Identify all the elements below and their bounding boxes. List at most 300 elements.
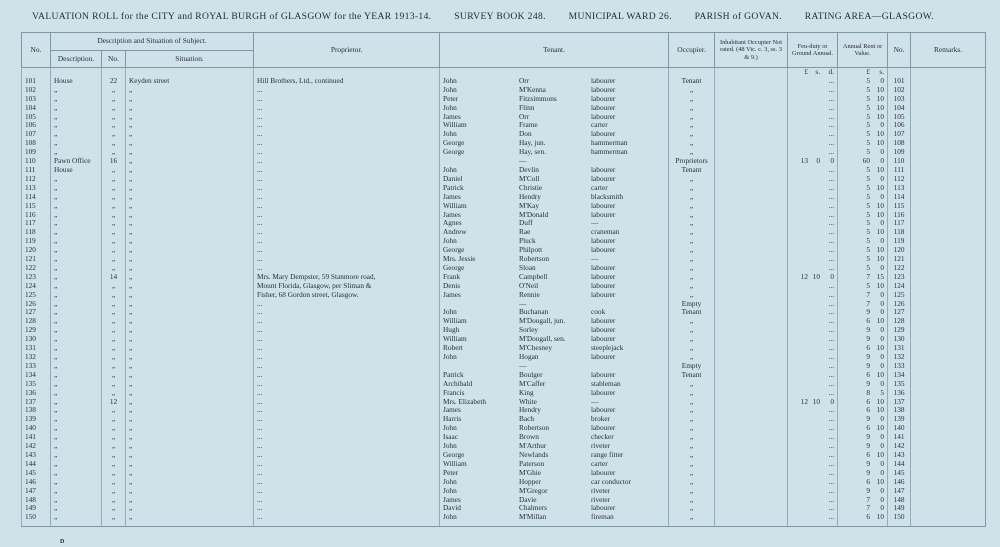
remarks-cell bbox=[911, 300, 986, 309]
feu-pence bbox=[815, 362, 828, 371]
feu-shillings bbox=[804, 237, 815, 246]
occupier-cell: „ bbox=[669, 130, 715, 139]
proprietor-cell: ... bbox=[254, 139, 440, 148]
street-number-cell: „ bbox=[102, 237, 126, 246]
feu-duty-cell bbox=[788, 148, 838, 157]
feu-dots: ... bbox=[828, 459, 835, 468]
occupier-cell: „ bbox=[669, 255, 715, 264]
inhabitant-occupier-cell bbox=[715, 353, 788, 362]
tenant-surname: Devlin bbox=[519, 165, 539, 174]
inhabitant-occupier-cell bbox=[715, 335, 788, 344]
feu-shillings bbox=[804, 175, 815, 184]
tenant-surname: — bbox=[519, 157, 527, 166]
table-row bbox=[22, 246, 986, 255]
tenant-surname: Paterson bbox=[519, 459, 545, 468]
occupier-cell: „ bbox=[669, 513, 715, 527]
tenant-cell bbox=[440, 406, 669, 415]
entry-number-right: 128 bbox=[888, 317, 911, 326]
street-number-cell: „ bbox=[102, 291, 126, 300]
inhabitant-occupier-cell bbox=[715, 148, 788, 157]
tenant-cell bbox=[440, 157, 669, 166]
entry-number: 141 bbox=[22, 433, 51, 442]
tenant-first-name: John bbox=[443, 165, 457, 174]
header-proprietor: Proprietor. bbox=[254, 33, 440, 68]
entry-number: 126 bbox=[22, 300, 51, 309]
annual-rent-cell bbox=[838, 202, 888, 211]
remarks-cell bbox=[911, 228, 986, 237]
feu-pounds bbox=[791, 326, 804, 335]
feu-pounds: 12 bbox=[800, 397, 809, 406]
entry-number: 146 bbox=[22, 478, 51, 487]
feu-dots: ... bbox=[828, 450, 835, 459]
entry-number-right: 146 bbox=[888, 478, 911, 487]
feu-duty-cell bbox=[788, 104, 838, 113]
feu-shillings bbox=[804, 264, 815, 273]
occupier-cell: „ bbox=[669, 469, 715, 478]
tenant-cell bbox=[440, 389, 669, 398]
tenant-surname: M'Kay bbox=[519, 201, 539, 210]
tenant-occupation: riveter bbox=[591, 442, 611, 451]
feu-pounds bbox=[791, 308, 804, 317]
feu-dots: ... bbox=[828, 174, 835, 183]
feu-pence bbox=[815, 104, 828, 113]
header-occupier: Occupier. bbox=[669, 33, 715, 68]
street-number-cell: „ bbox=[102, 442, 126, 451]
header-description-group: Description and Situation of Subject. bbox=[51, 33, 254, 51]
tenant-occupation: checker bbox=[591, 433, 614, 442]
tenant-cell bbox=[440, 246, 669, 255]
tenant-occupation: labourer bbox=[591, 468, 616, 477]
remarks-cell bbox=[911, 398, 986, 407]
rent-pounds: 5 bbox=[866, 210, 871, 219]
rent-pounds: 9 bbox=[866, 459, 871, 468]
annual-rent-cell bbox=[838, 273, 888, 282]
rent-shillings: 10 bbox=[876, 450, 885, 459]
rent-shillings: 0 bbox=[880, 361, 885, 370]
description-cell: „ bbox=[51, 460, 102, 469]
entry-number-right: 122 bbox=[888, 264, 911, 273]
feu-pence bbox=[815, 148, 828, 157]
feu-shillings bbox=[804, 166, 815, 175]
tenant-surname: Newlands bbox=[519, 450, 549, 459]
annual-rent-cell bbox=[838, 148, 888, 157]
tenant-first-name: James bbox=[443, 495, 461, 504]
feu-pounds bbox=[791, 237, 804, 246]
tenant-occupation: riveter bbox=[591, 486, 611, 495]
description-cell: „ bbox=[51, 504, 102, 513]
situation-cell: „ bbox=[126, 264, 254, 273]
header-no-right: No. bbox=[888, 33, 911, 68]
inhabitant-occupier-cell bbox=[715, 86, 788, 95]
remarks-cell bbox=[911, 317, 986, 326]
feu-pounds bbox=[791, 184, 804, 193]
feu-shillings bbox=[804, 496, 815, 505]
rent-pounds: 5 bbox=[866, 183, 871, 192]
tenant-first-name: William bbox=[443, 317, 467, 326]
tenant-occupation: labourer bbox=[591, 76, 616, 85]
annual-rent-cell bbox=[838, 469, 888, 478]
entry-number-right: 135 bbox=[888, 380, 911, 389]
entry-number: 111 bbox=[22, 166, 51, 175]
feu-pounds bbox=[791, 424, 804, 433]
inhabitant-occupier-cell bbox=[715, 95, 788, 104]
rent-pounds: 9 bbox=[866, 468, 871, 477]
annual-rent-cell bbox=[838, 166, 888, 175]
feu-pounds bbox=[791, 202, 804, 211]
rent-pounds: 5 bbox=[866, 174, 871, 183]
street-number-cell: „ bbox=[102, 487, 126, 496]
inhabitant-occupier-cell bbox=[715, 139, 788, 148]
feu-dots: ... bbox=[828, 192, 835, 201]
remarks-cell bbox=[911, 415, 986, 424]
street-number-cell: „ bbox=[102, 496, 126, 505]
occupier-cell: „ bbox=[669, 344, 715, 353]
rent-pounds: 5 bbox=[866, 130, 871, 139]
entry-number: 106 bbox=[22, 121, 51, 130]
rating-area: RATING AREA—GLASGOW. bbox=[804, 11, 935, 22]
description-cell: „ bbox=[51, 202, 102, 211]
inhabitant-occupier-cell bbox=[715, 291, 788, 300]
occupier-cell: „ bbox=[669, 282, 715, 291]
proprietor-cell: ... bbox=[254, 424, 440, 433]
table-row bbox=[22, 496, 986, 505]
annual-rent-cell bbox=[838, 219, 888, 228]
remarks-cell bbox=[911, 460, 986, 469]
occupier-cell: „ bbox=[669, 264, 715, 273]
feu-duty-cell bbox=[788, 415, 838, 424]
situation-cell: „ bbox=[126, 469, 254, 478]
description-cell: „ bbox=[51, 406, 102, 415]
street-number-cell: „ bbox=[102, 380, 126, 389]
feu-pence bbox=[815, 219, 828, 228]
proprietor-cell: ... bbox=[254, 211, 440, 220]
tenant-occupation: carter bbox=[591, 459, 608, 468]
tenant-surname: Orr bbox=[519, 76, 530, 85]
feu-shillings: 10 bbox=[812, 397, 821, 406]
occupier-cell: Tenant bbox=[669, 371, 715, 380]
situation-cell: „ bbox=[126, 130, 254, 139]
situation-cell: „ bbox=[126, 193, 254, 202]
survey-book: SURVEY BOOK 248. bbox=[454, 11, 546, 22]
tenant-cell bbox=[440, 487, 669, 496]
tenant-surname: Bach bbox=[519, 415, 535, 424]
rent-pounds: 9 bbox=[866, 353, 871, 361]
remarks-cell bbox=[911, 504, 986, 513]
inhabitant-occupier-cell bbox=[715, 504, 788, 513]
tenant-cell bbox=[440, 362, 669, 371]
entry-number-right: 134 bbox=[888, 371, 911, 380]
occupier-cell: Empty bbox=[669, 300, 715, 309]
table-row bbox=[22, 166, 986, 175]
inhabitant-occupier-cell bbox=[715, 104, 788, 113]
feu-pence bbox=[815, 424, 828, 433]
tenant-first-name bbox=[443, 300, 519, 309]
tenant-cell bbox=[440, 264, 669, 273]
tenant-occupation: fireman bbox=[591, 513, 614, 522]
tenant-cell bbox=[440, 130, 669, 139]
feu-shillings: 10 bbox=[812, 272, 821, 281]
feu-duty-cell bbox=[788, 282, 838, 291]
table-row bbox=[22, 478, 986, 487]
table-row bbox=[22, 104, 986, 113]
tenant-first-name: John bbox=[443, 130, 457, 139]
feu-dots: ... bbox=[828, 103, 835, 112]
feu-duty-cell bbox=[788, 344, 838, 353]
tenant-first-name: James bbox=[443, 210, 461, 219]
occupier-cell: „ bbox=[669, 193, 715, 202]
feu-pounds bbox=[791, 139, 804, 148]
table-row bbox=[22, 513, 986, 527]
feu-dots: ... bbox=[828, 210, 835, 219]
table-row bbox=[22, 113, 986, 122]
table-row bbox=[22, 95, 986, 104]
tenant-occupation: labourer bbox=[591, 130, 616, 139]
feu-duty-cell bbox=[788, 496, 838, 505]
situation-cell: „ bbox=[126, 86, 254, 95]
feu-duty-cell bbox=[788, 406, 838, 415]
feu-dots: ... bbox=[828, 76, 835, 85]
situation-cell: „ bbox=[126, 451, 254, 460]
description-cell: „ bbox=[51, 424, 102, 433]
annual-rent-cell bbox=[838, 460, 888, 469]
occupier-cell: Tenant bbox=[669, 166, 715, 175]
rent-shillings: 0 bbox=[880, 290, 885, 299]
rent-shillings: 0 bbox=[880, 415, 885, 424]
tenant-cell bbox=[440, 433, 669, 442]
feu-pence: 0 bbox=[830, 397, 835, 406]
description-cell: „ bbox=[51, 300, 102, 309]
feu-pounds bbox=[791, 219, 804, 228]
inhabitant-occupier-cell bbox=[715, 273, 788, 282]
rent-shillings: 10 bbox=[876, 85, 885, 94]
tenant-occupation: — bbox=[591, 255, 599, 264]
tenant-surname: Pluck bbox=[519, 237, 536, 246]
description-cell: „ bbox=[51, 273, 102, 282]
entry-number-right: 133 bbox=[888, 362, 911, 371]
description-cell: „ bbox=[51, 344, 102, 353]
feu-shillings bbox=[804, 300, 815, 309]
tenant-cell bbox=[440, 513, 669, 527]
feu-pence bbox=[815, 95, 828, 104]
feu-pence bbox=[815, 300, 828, 309]
remarks-cell bbox=[911, 130, 986, 139]
inhabitant-occupier-cell bbox=[715, 184, 788, 193]
feu-pence bbox=[815, 442, 828, 451]
table-row bbox=[22, 237, 986, 246]
feu-pence bbox=[815, 166, 828, 175]
description-cell: House bbox=[51, 77, 102, 86]
rent-shillings: 10 bbox=[876, 281, 885, 290]
tenant-first-name: James bbox=[443, 112, 461, 121]
situation-cell: „ bbox=[126, 487, 254, 496]
feu-shillings bbox=[804, 130, 815, 139]
proprietor-cell: ... bbox=[254, 300, 440, 309]
feu-pounds bbox=[791, 504, 804, 513]
feu-pence bbox=[815, 504, 828, 513]
feu-pence bbox=[815, 380, 828, 389]
entry-number-right: 119 bbox=[888, 237, 911, 246]
feu-duty-cell bbox=[788, 469, 838, 478]
feu-duty-cell bbox=[788, 166, 838, 175]
table-row bbox=[22, 433, 986, 442]
entry-number-right: 112 bbox=[888, 175, 911, 184]
description-cell: „ bbox=[51, 130, 102, 139]
street-number-cell: „ bbox=[102, 175, 126, 184]
tenant-cell bbox=[440, 104, 669, 113]
tenant-surname: M'Dougall, jun. bbox=[519, 317, 566, 326]
entry-number: 117 bbox=[22, 219, 51, 228]
situation-cell: „ bbox=[126, 308, 254, 317]
tenant-first-name: John bbox=[443, 76, 457, 85]
annual-rent-cell bbox=[838, 424, 888, 433]
tenant-occupation bbox=[591, 300, 665, 309]
tenant-occupation: labourer bbox=[591, 326, 616, 335]
feu-pounds bbox=[791, 166, 804, 175]
feu-shillings: 0 bbox=[816, 157, 821, 166]
feu-dots: ... bbox=[828, 495, 835, 504]
rent-shillings: 10 bbox=[876, 477, 885, 486]
roll-title: VALUATION ROLL for the CITY and ROYAL BURGH of GLASGOW for the YEAR 1913-14. bbox=[32, 11, 432, 22]
description-cell: „ bbox=[51, 389, 102, 398]
situation-cell: „ bbox=[126, 273, 254, 282]
occupier-cell: „ bbox=[669, 237, 715, 246]
description-cell: „ bbox=[51, 255, 102, 264]
feu-shillings bbox=[804, 371, 815, 380]
inhabitant-occupier-cell bbox=[715, 246, 788, 255]
inhabitant-occupier-cell bbox=[715, 362, 788, 371]
feu-dots: ... bbox=[828, 379, 835, 388]
rent-shillings: 10 bbox=[876, 94, 885, 103]
rent-shillings: 0 bbox=[880, 468, 885, 477]
situation-cell: „ bbox=[126, 496, 254, 505]
annual-rent-cell bbox=[838, 113, 888, 122]
tenant-surname: Rae bbox=[519, 228, 531, 237]
situation-cell: „ bbox=[126, 389, 254, 398]
entry-number: 149 bbox=[22, 504, 51, 513]
rent-shillings: 10 bbox=[876, 112, 885, 121]
tenant-surname: — bbox=[519, 361, 527, 370]
inhabitant-occupier-cell bbox=[715, 237, 788, 246]
occupier-cell: „ bbox=[669, 424, 715, 433]
feu-shillings bbox=[804, 148, 815, 157]
tenant-occupation: — bbox=[591, 219, 599, 228]
header-annual-rent: Annual Rent or Value. bbox=[838, 33, 888, 68]
occupier-cell: „ bbox=[669, 228, 715, 237]
proprietor-cell: ... bbox=[254, 344, 440, 353]
footer-signature-mark: D bbox=[60, 539, 65, 545]
rent-pounds: 5 bbox=[866, 219, 871, 228]
entry-number-right: 147 bbox=[888, 487, 911, 496]
rent-shillings: 10 bbox=[876, 103, 885, 112]
tenant-surname: — bbox=[519, 299, 527, 308]
feu-dots: ... bbox=[828, 112, 835, 121]
feu-duty-cell bbox=[788, 513, 838, 527]
proprietor-cell: ... bbox=[254, 148, 440, 157]
entry-number: 138 bbox=[22, 406, 51, 415]
tenant-occupation: labourer bbox=[591, 317, 616, 326]
tenant-cell bbox=[440, 326, 669, 335]
table-row bbox=[22, 175, 986, 184]
street-number-cell: 12 bbox=[102, 398, 126, 407]
entry-number-right: 140 bbox=[888, 424, 911, 433]
feu-dots: ... bbox=[828, 201, 835, 210]
feu-pence bbox=[815, 478, 828, 487]
inhabitant-occupier-cell bbox=[715, 442, 788, 451]
proprietor-cell: ... bbox=[254, 175, 440, 184]
entry-number-right: 141 bbox=[888, 433, 911, 442]
tenant-occupation: range fitter bbox=[591, 450, 624, 459]
proprietor-cell: ... bbox=[254, 95, 440, 104]
rent-shillings: 15 bbox=[876, 272, 885, 281]
remarks-cell bbox=[911, 202, 986, 211]
entry-number: 103 bbox=[22, 95, 51, 104]
description-cell: „ bbox=[51, 478, 102, 487]
situation-cell: „ bbox=[126, 184, 254, 193]
feu-duty-cell bbox=[788, 202, 838, 211]
street-number-cell: „ bbox=[102, 219, 126, 228]
inhabitant-occupier-cell bbox=[715, 282, 788, 291]
entry-number: 119 bbox=[22, 237, 51, 246]
situation-cell: Keyden street bbox=[126, 77, 254, 86]
proprietor-cell: ... bbox=[254, 504, 440, 513]
occupier-cell: „ bbox=[669, 86, 715, 95]
situation-cell: „ bbox=[126, 442, 254, 451]
tenant-first-name: Daniel bbox=[443, 174, 463, 183]
street-number-cell: „ bbox=[102, 415, 126, 424]
tenant-first-name: George bbox=[443, 246, 465, 255]
table-row bbox=[22, 442, 986, 451]
rent-pounds: 6 bbox=[866, 397, 871, 406]
table-row bbox=[22, 157, 986, 166]
street-number-cell: „ bbox=[102, 148, 126, 157]
annual-rent-cell bbox=[838, 451, 888, 460]
rent-shillings: 10 bbox=[876, 183, 885, 192]
entry-number-right: 144 bbox=[888, 460, 911, 469]
feu-pounds bbox=[791, 193, 804, 202]
table-row bbox=[22, 130, 986, 139]
entry-number: 112 bbox=[22, 175, 51, 184]
rent-pounds: 7 bbox=[866, 299, 871, 308]
rent-pounds: 5 bbox=[866, 192, 871, 201]
tenant-occupation: riveter bbox=[591, 495, 611, 504]
rent-pounds: 7 bbox=[866, 290, 871, 299]
tenant-occupation: labourer bbox=[591, 290, 616, 299]
annual-rent-cell bbox=[838, 237, 888, 246]
feu-pounds bbox=[791, 246, 804, 255]
occupier-cell: Tenant bbox=[669, 308, 715, 317]
description-cell: „ bbox=[51, 148, 102, 157]
tenant-first-name: John bbox=[443, 353, 457, 361]
feu-pounds bbox=[791, 77, 804, 86]
description-cell: „ bbox=[51, 175, 102, 184]
entry-number-right: 102 bbox=[888, 86, 911, 95]
remarks-cell bbox=[911, 175, 986, 184]
street-number-cell: „ bbox=[102, 139, 126, 148]
rent-pounds: 5 bbox=[866, 201, 871, 210]
tenant-first-name: Archibald bbox=[443, 379, 473, 388]
feu-shillings bbox=[804, 86, 815, 95]
annual-rent-cell bbox=[838, 487, 888, 496]
annual-rent-cell bbox=[838, 184, 888, 193]
entry-number: 136 bbox=[22, 389, 51, 398]
feu-pence: 0 bbox=[830, 272, 835, 281]
entry-number: 113 bbox=[22, 184, 51, 193]
annual-rent-cell bbox=[838, 371, 888, 380]
rent-pounds: 6 bbox=[866, 370, 871, 379]
proprietor-cell: ... bbox=[254, 202, 440, 211]
tenant-occupation: labourer bbox=[591, 103, 616, 112]
inhabitant-occupier-cell bbox=[715, 469, 788, 478]
